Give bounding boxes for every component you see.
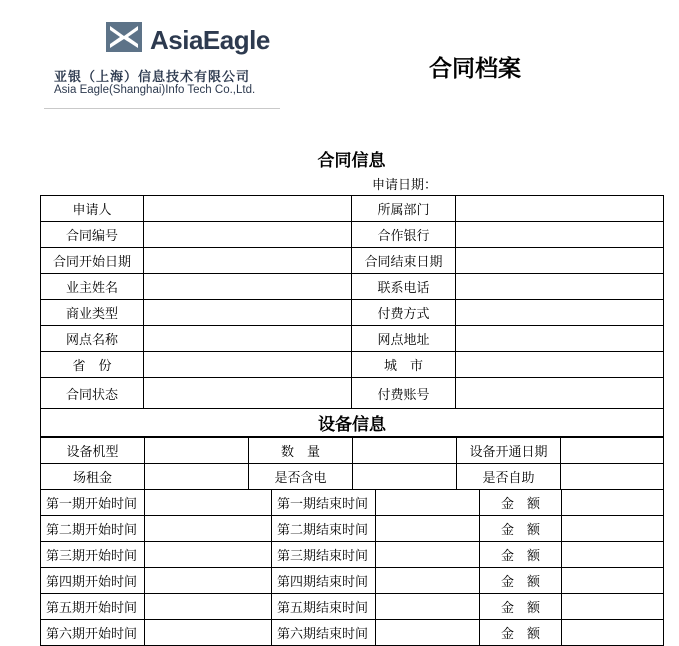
document-title: 合同档案: [429, 56, 521, 82]
apply-date-label: 申请日期：: [372, 178, 438, 193]
field-value-cell[interactable]: [562, 542, 664, 568]
field-label: 合同开始日期: [41, 248, 144, 274]
field-value-cell[interactable]: [562, 490, 664, 516]
field-label: 付费方式: [352, 300, 456, 326]
table-row: [41, 438, 664, 464]
field-label: 设备开通日期: [457, 438, 561, 464]
field-label: 设备机型: [41, 438, 145, 464]
field-value-cell[interactable]: [376, 542, 480, 568]
section-row: [41, 409, 664, 437]
period-start-label: 第五期开始时间: [41, 594, 145, 620]
table-row: [41, 594, 664, 620]
field-value-cell[interactable]: [562, 568, 664, 594]
period-start-label: 第二期开始时间: [41, 516, 145, 542]
field-value-cell[interactable]: [145, 568, 272, 594]
field-value-cell[interactable]: [456, 274, 664, 300]
payment-period-table: [40, 489, 664, 646]
amount-label: 金 额: [480, 516, 562, 542]
amount-label: 金 额: [480, 594, 562, 620]
field-value-cell[interactable]: [456, 222, 664, 248]
period-end-label: 第二期结束时间: [272, 516, 376, 542]
contract-info-title: 合同信息: [317, 151, 386, 171]
amount-label: 金 额: [480, 490, 562, 516]
field-value-cell[interactable]: [145, 490, 272, 516]
field-value-cell[interactable]: [376, 568, 480, 594]
table-row: [41, 490, 664, 516]
eagle-logo-icon: [106, 22, 142, 52]
field-value-cell[interactable]: [144, 352, 352, 378]
table-row: [41, 464, 664, 490]
field-label: 省 份: [41, 352, 144, 378]
period-end-label: 第一期结束时间: [272, 490, 376, 516]
equipment-info-table: [40, 437, 664, 490]
field-value-cell[interactable]: [562, 594, 664, 620]
field-value-cell[interactable]: [145, 464, 249, 490]
field-label: 商业类型: [41, 300, 144, 326]
field-value-cell[interactable]: [456, 248, 664, 274]
field-value-cell[interactable]: [353, 438, 457, 464]
field-value-cell[interactable]: [456, 352, 664, 378]
table-row: [41, 300, 664, 326]
table-row: [41, 620, 664, 646]
field-label: 联系电话: [352, 274, 456, 300]
amount-label: 金 额: [480, 542, 562, 568]
field-label: 数 量: [249, 438, 353, 464]
field-label: 合作银行: [352, 222, 456, 248]
company-name-cn: 亚银（上海）信息技术有限公司: [54, 70, 251, 85]
contract-info-table: [40, 195, 664, 437]
field-value-cell[interactable]: [562, 620, 664, 646]
period-end-label: 第四期结束时间: [272, 568, 376, 594]
field-value-cell[interactable]: [144, 196, 352, 222]
field-value-cell[interactable]: [376, 594, 480, 620]
field-value-cell[interactable]: [144, 300, 352, 326]
table-row: [41, 326, 664, 352]
field-value-cell[interactable]: [145, 594, 272, 620]
period-start-label: 第六期开始时间: [41, 620, 145, 646]
field-value-cell[interactable]: [353, 464, 457, 490]
field-value-cell[interactable]: [376, 490, 480, 516]
field-label: 所属部门: [352, 196, 456, 222]
field-value-cell[interactable]: [145, 542, 272, 568]
field-value-cell[interactable]: [456, 196, 664, 222]
field-value-cell[interactable]: [456, 326, 664, 352]
field-value-cell[interactable]: [562, 516, 664, 542]
field-value-cell[interactable]: [376, 620, 480, 646]
field-value-cell[interactable]: [145, 516, 272, 542]
field-value-cell[interactable]: [144, 378, 352, 409]
table-row: [41, 516, 664, 542]
field-value-cell[interactable]: [376, 516, 480, 542]
field-value-cell[interactable]: [145, 620, 272, 646]
field-label: 网点地址: [352, 326, 456, 352]
table-row: [41, 378, 664, 409]
field-label: 合同结束日期: [352, 248, 456, 274]
field-value-cell[interactable]: [561, 438, 664, 464]
company-logo: [44, 16, 280, 109]
period-end-label: 第五期结束时间: [272, 594, 376, 620]
logo-brand-text: AsiaEagle: [150, 25, 270, 55]
equipment-info-title: 设备信息: [41, 409, 664, 437]
field-value-cell[interactable]: [144, 326, 352, 352]
period-start-label: 第四期开始时间: [41, 568, 145, 594]
field-label: 合同编号: [41, 222, 144, 248]
table-row: [41, 542, 664, 568]
table-row: [41, 222, 664, 248]
field-value-cell[interactable]: [144, 248, 352, 274]
field-label: 申请人: [41, 196, 144, 222]
field-value-cell[interactable]: [144, 274, 352, 300]
period-end-label: 第三期结束时间: [272, 542, 376, 568]
table-row: [41, 568, 664, 594]
field-label: 城 市: [352, 352, 456, 378]
period-start-label: 第一期开始时间: [41, 490, 145, 516]
field-label: 网点名称: [41, 326, 144, 352]
table-row: [41, 352, 664, 378]
table-row: [41, 196, 664, 222]
company-name-en: Asia Eagle(Shanghai)Info Tech Co.,Ltd.: [54, 84, 256, 96]
period-end-label: 第六期结束时间: [272, 620, 376, 646]
field-value-cell[interactable]: [145, 438, 249, 464]
field-value-cell[interactable]: [456, 378, 664, 409]
amount-label: 金 额: [480, 620, 562, 646]
field-label: 是否含电: [249, 464, 353, 490]
field-value-cell[interactable]: [561, 464, 664, 490]
table-row: [41, 248, 664, 274]
field-value-cell[interactable]: [144, 222, 352, 248]
amount-label: 金 额: [480, 568, 562, 594]
field-label: 付费账号: [352, 378, 456, 409]
field-label: 是否自助: [457, 464, 561, 490]
period-start-label: 第三期开始时间: [41, 542, 145, 568]
field-label: 场租金: [41, 464, 145, 490]
field-value-cell[interactable]: [456, 300, 664, 326]
field-label: 业主姓名: [41, 274, 144, 300]
field-label: 合同状态: [41, 378, 144, 409]
table-row: [41, 274, 664, 300]
